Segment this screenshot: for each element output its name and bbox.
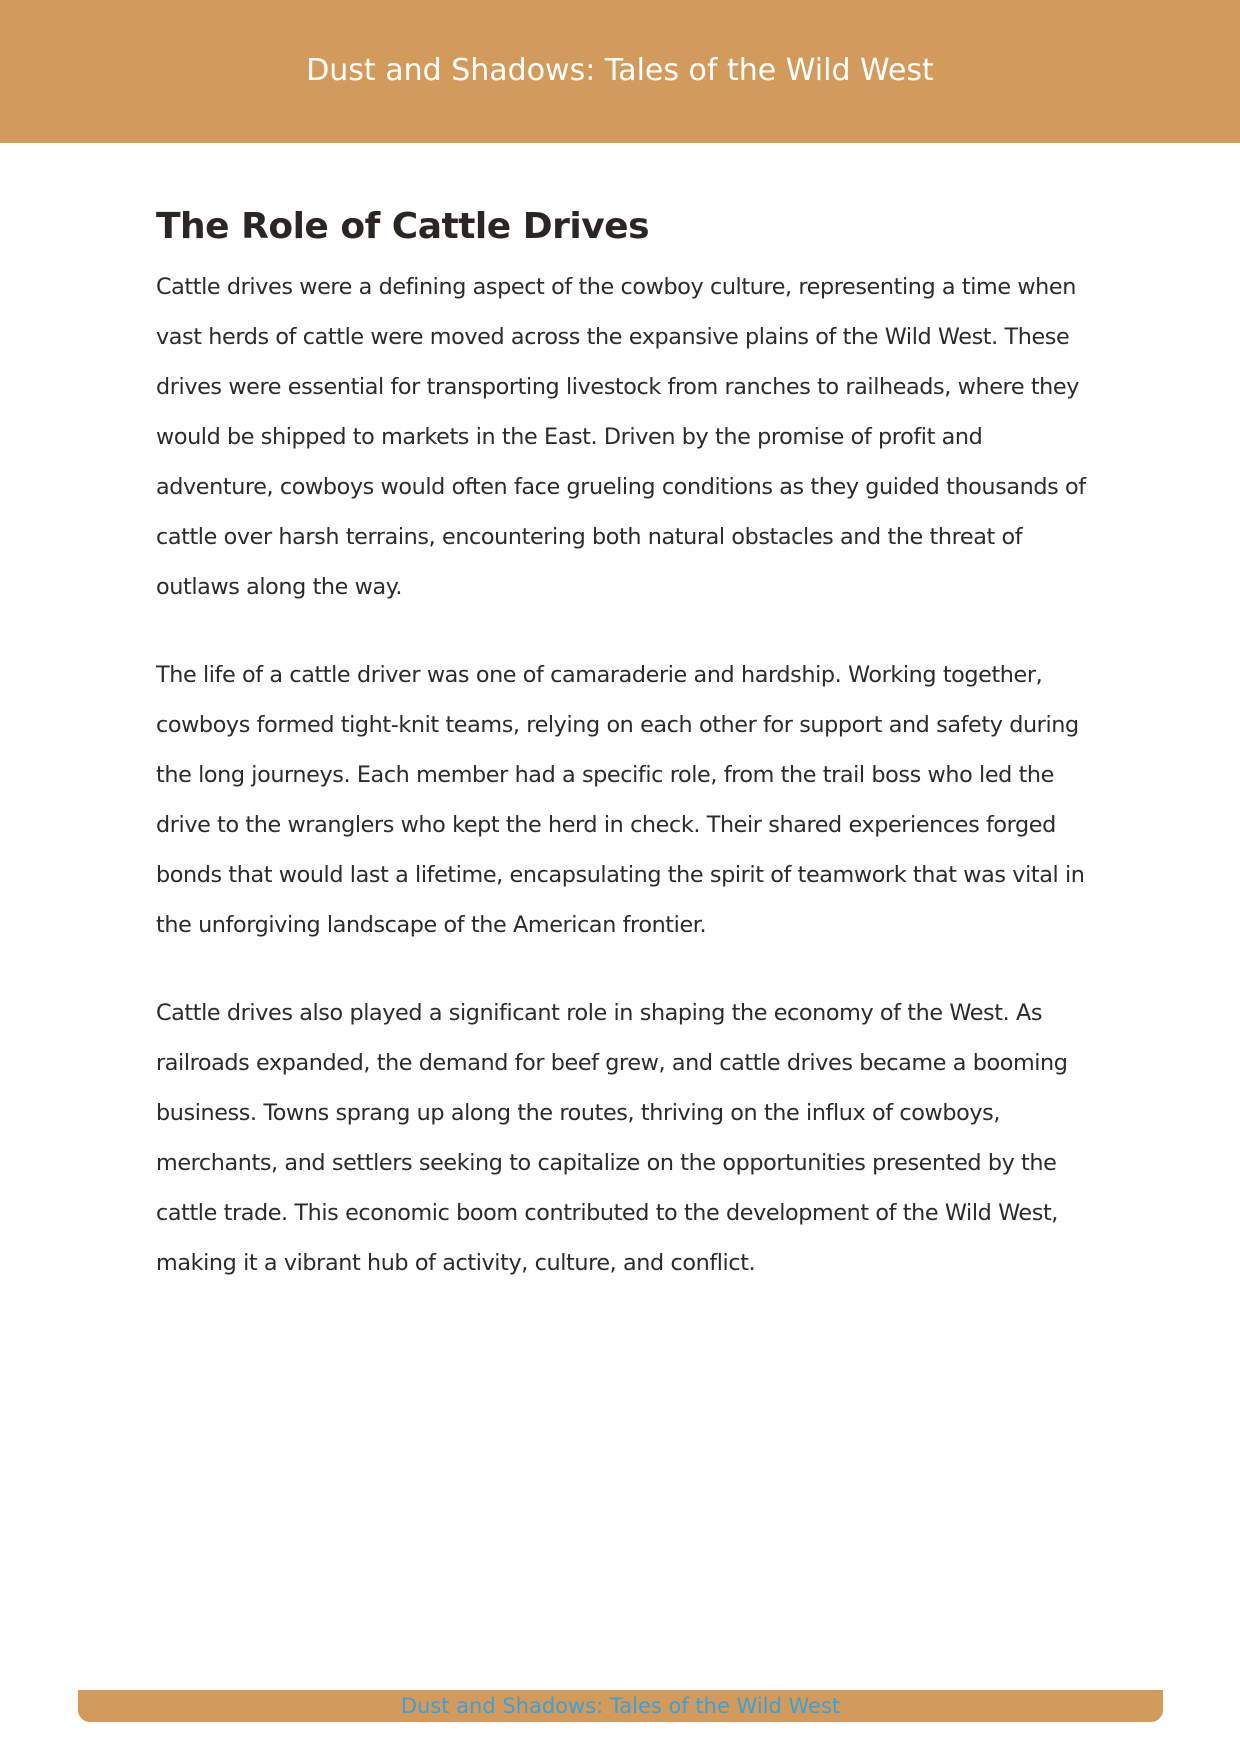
body-paragraph-2: The life of a cattle driver was one of camaraderie and hardship. Working together, cowboys formed tight-knit teams, relying on each other for support and safety during the long journeys. Each member had a specific role, from the trail boss who led the drive to the wranglers who kept the herd in check. Their shared experiences forged bonds that would last a lifetime, encapsulating the spirit of teamwork that was vital in the unforgiving landscape of the American frontier. xyxy=(156,662,1085,938)
body-paragraph-3: Cattle drives also played a significant role in shaping the economy of the West. As railroads expanded, the demand for beef grew, and cattle drives became a booming business. Towns sprang up along the routes, thriving on the influx of cowboys, merchants, and settlers seeking to capitalize on the opportunities presented by the cattle trade. This economic boom contributed to the development of the Wild West, making it a vibrant hub of activity, culture, and conflict. xyxy=(156,1000,1068,1276)
footer-title: Dust and Shadows: Tales of the Wild West xyxy=(400,1694,841,1718)
page-footer-bar xyxy=(78,1690,1163,1722)
section-heading: The Role of Cattle Drives xyxy=(156,206,650,247)
body-paragraph-1: Cattle drives were a defining aspect of the cowboy culture, representing a time when vast herds of cattle were moved across the expansive plains of the Wild West. These drives were essential for transporting livestock from ranches to railheads, where they would be shipped to markets in the East. Driven by the promise of profit and adventure, cowboys would often face grueling conditions as they guided thousands of cattle over harsh terrains, encountering both natural obstacles and the threat of outlaws along the way. xyxy=(156,274,1086,600)
document-title: Dust and Shadows: Tales of the Wild West xyxy=(306,53,934,88)
main-content xyxy=(156,200,1086,1288)
page-header-banner xyxy=(0,0,1240,143)
